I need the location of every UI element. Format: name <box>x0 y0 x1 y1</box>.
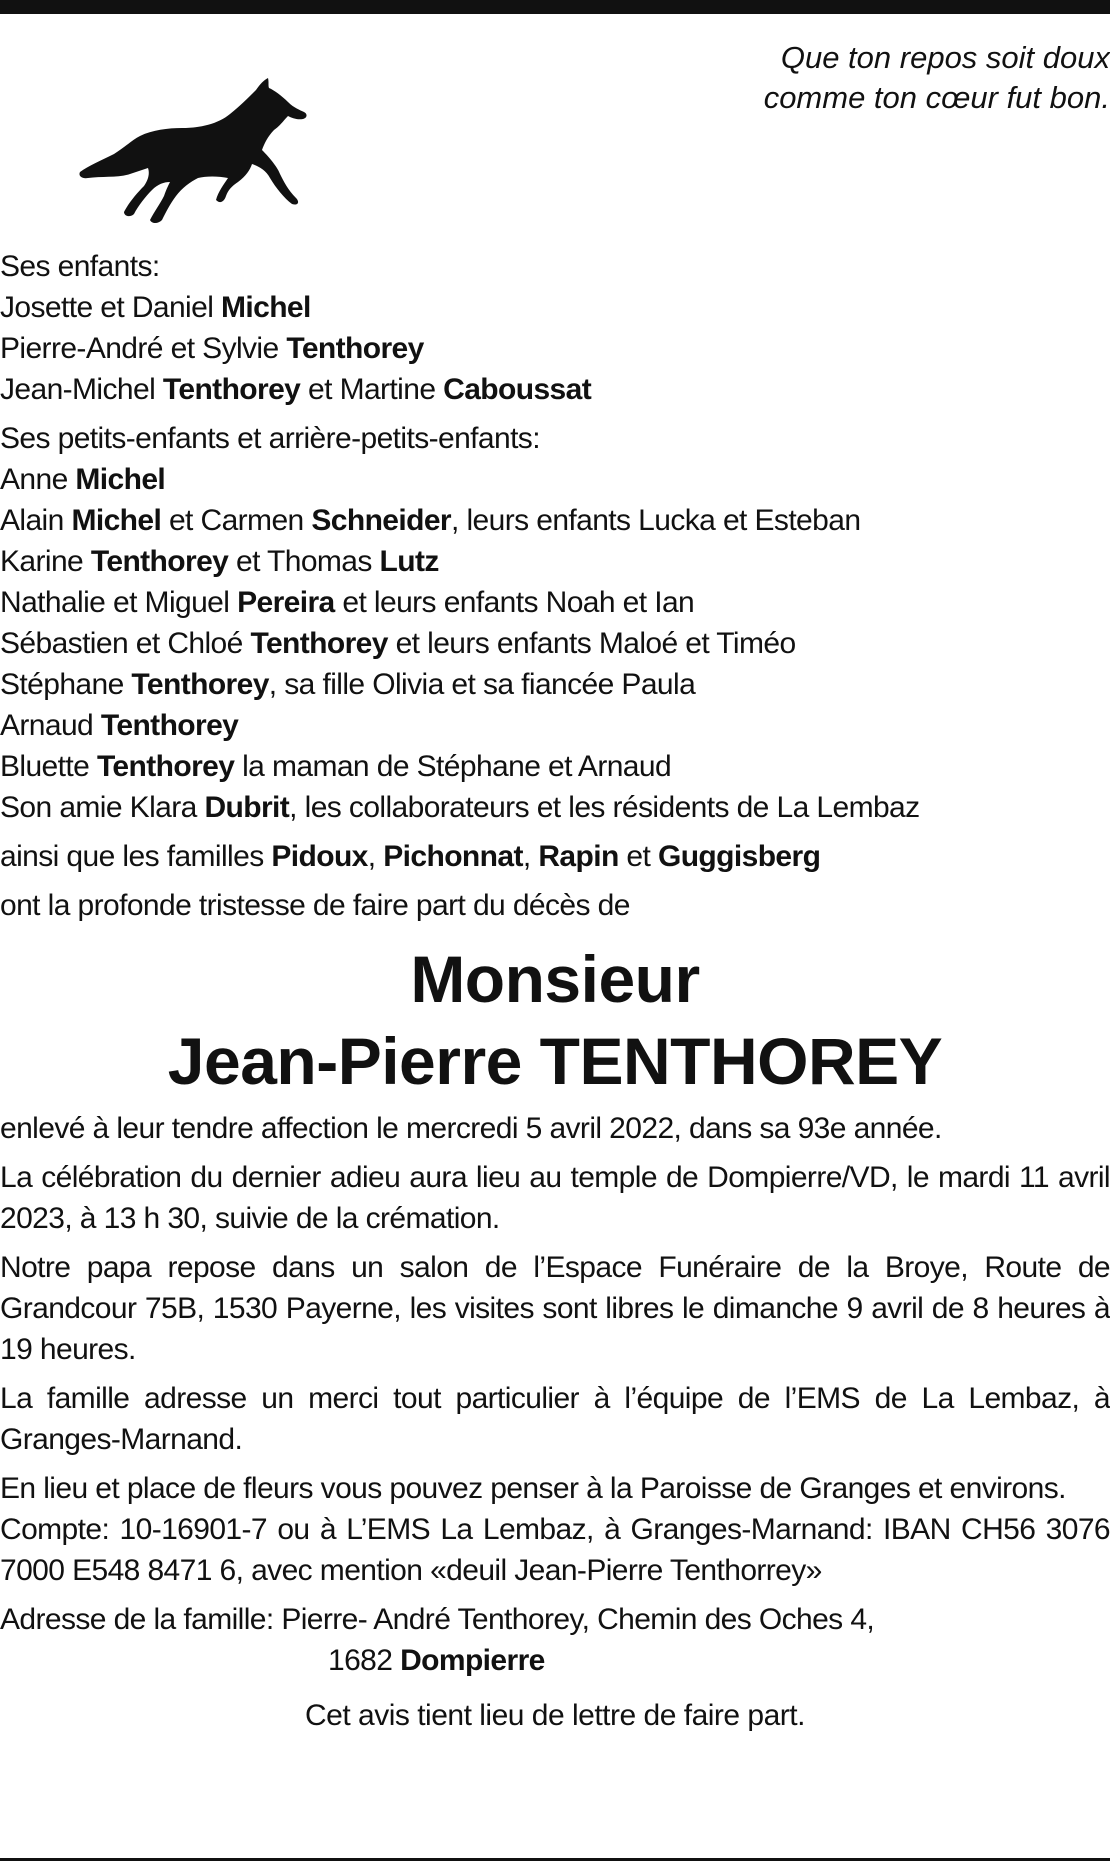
relative-line <box>0 664 1110 705</box>
surname: Rapin <box>538 840 619 873</box>
text-run: Karine <box>0 545 91 578</box>
children-section <box>0 246 1110 410</box>
obituary-body <box>0 246 1110 1736</box>
surname: Pichonnat <box>383 840 523 873</box>
paragraph-death-date: enlevé à leur tendre affection le mercredi 5 avril 2022, dans sa 93e année. <box>0 1112 942 1145</box>
address-line-1: Adresse de la famille: Pierre- André Tenthorey, Chemin des Oches 4, <box>0 1603 875 1636</box>
families-line <box>0 836 1110 877</box>
text-run: ainsi que les familles <box>0 840 272 873</box>
paragraph-thanks: La famille adresse un merci tout particulier à l’équipe de l’EMS de La Lembaz, à Granges-Marnand. <box>0 1382 1110 1456</box>
surname: Pidoux <box>271 840 368 873</box>
surname: Caboussat <box>443 373 592 406</box>
surname: Schneider <box>311 504 451 537</box>
text-run: Pierre-André et Sylvie <box>0 332 287 365</box>
epigraph-quote <box>610 38 1110 118</box>
deceased-name-block <box>0 938 1110 1102</box>
surname: Tenthorey <box>100 709 239 742</box>
surname: Lutz <box>379 545 439 578</box>
paragraph-visitation: Notre papa repose dans un salon de l’Espace Funéraire de la Broye, Route de Grandcour 75B, 1530 Payerne, les visites sont libres le dimanche 9 avril de 8 heures à 19 heures. <box>0 1251 1110 1366</box>
donation-section <box>0 1468 1110 1591</box>
horse-silhouette-icon <box>78 78 324 226</box>
text-run: Son amie Klara <box>0 791 205 824</box>
text-run: Bluette <box>0 750 97 783</box>
relative-line <box>0 582 1110 623</box>
closing-note: Cet avis tient lieu de lettre de faire part. <box>305 1699 805 1732</box>
relative-line <box>0 623 1110 664</box>
relative-line <box>0 541 1110 582</box>
donation-line-2: Compte: 10-16901-7 ou à L’EMS La Lembaz, à Granges-Marnand: IBAN CH56 3076 7000 E548 8471 6, avec mention «deuil Jean-Pierre Tenthorrey» <box>0 1513 1110 1587</box>
bottom-rule <box>0 1858 1110 1861</box>
text-run: , leurs enfants Lucka et Esteban <box>451 504 861 537</box>
deceased-title: Monsieur <box>410 942 700 1016</box>
surname: Tenthorey <box>162 373 301 406</box>
text-run: Nathalie et Miguel <box>0 586 238 619</box>
surname: Tenthorey <box>131 668 269 701</box>
address-town: Dompierre <box>400 1644 545 1677</box>
text-run: et leurs enfants Maloé et Timéo <box>387 627 796 660</box>
relative-line <box>0 705 1110 746</box>
surname: Michel <box>75 463 166 496</box>
surname: Tenthorey <box>250 627 388 660</box>
text-run: Sébastien et Chloé <box>0 627 251 660</box>
text-run: et Carmen <box>161 504 312 537</box>
paragraph-ceremony: La célébration du dernier adieu aura lieu au temple de Dompierre/VD, le mardi 11 avril 2023, à 13 h 30, suivie de la crémation. <box>0 1161 1110 1235</box>
grandchildren-heading: Ses petits-enfants et arrière-petits-enfants: <box>0 422 540 455</box>
address-line-2 <box>0 1640 1110 1681</box>
text-run: Josette et Daniel <box>0 291 221 324</box>
text-run: la maman de Stéphane et Arnaud <box>234 750 672 783</box>
text-run: , <box>367 840 384 873</box>
quote-line-2: comme ton cœur fut bon. <box>763 80 1110 115</box>
deceased-name: Jean-Pierre TENTHOREY <box>167 1024 943 1098</box>
address-postcode: 1682 <box>328 1644 401 1677</box>
surname: Michel <box>221 291 311 324</box>
relative-line <box>0 369 1110 410</box>
top-rule <box>0 0 1110 14</box>
surname: Tenthorey <box>90 545 229 578</box>
text-run: , <box>522 840 539 873</box>
text-run: Anne <box>0 463 76 496</box>
surname: Tenthorey <box>96 750 235 783</box>
quote-line-1: Que ton repos soit doux <box>780 40 1110 75</box>
surname: Tenthorey <box>286 332 424 365</box>
surname: Pereira <box>237 586 335 619</box>
text-run: et Martine <box>300 373 444 406</box>
announcement-line: ont la profonde tristesse de faire part du décès de <box>0 889 630 922</box>
grandchildren-list <box>0 459 1110 828</box>
relative-line <box>0 787 1110 828</box>
text-run: , sa fille Olivia et sa fiancée Paula <box>268 668 696 701</box>
children-list <box>0 287 1110 410</box>
donation-line-1: En lieu et place de fleurs vous pouvez penser à la Paroisse de Granges et environs. <box>0 1472 1066 1505</box>
surname: Michel <box>71 504 162 537</box>
surname: Dubrit <box>204 791 290 824</box>
text-run: et Thomas <box>228 545 380 578</box>
relative-line <box>0 287 1110 328</box>
text-run: Arnaud <box>0 709 101 742</box>
surname: Guggisberg <box>657 840 821 873</box>
text-run: Alain <box>0 504 72 537</box>
relative-line <box>0 500 1110 541</box>
text-run: et <box>618 840 658 873</box>
relative-line <box>0 459 1110 500</box>
children-heading: Ses enfants: <box>0 250 160 283</box>
text-run: , les collaborateurs et les résidents de La Lembaz <box>289 791 920 824</box>
text-run: Jean-Michel <box>0 373 163 406</box>
text-run: Stéphane <box>0 668 132 701</box>
relative-line <box>0 746 1110 787</box>
text-run: et leurs enfants Noah et Ian <box>334 586 695 619</box>
grandchildren-section <box>0 418 1110 828</box>
family-address <box>0 1599 1110 1681</box>
relative-line <box>0 328 1110 369</box>
